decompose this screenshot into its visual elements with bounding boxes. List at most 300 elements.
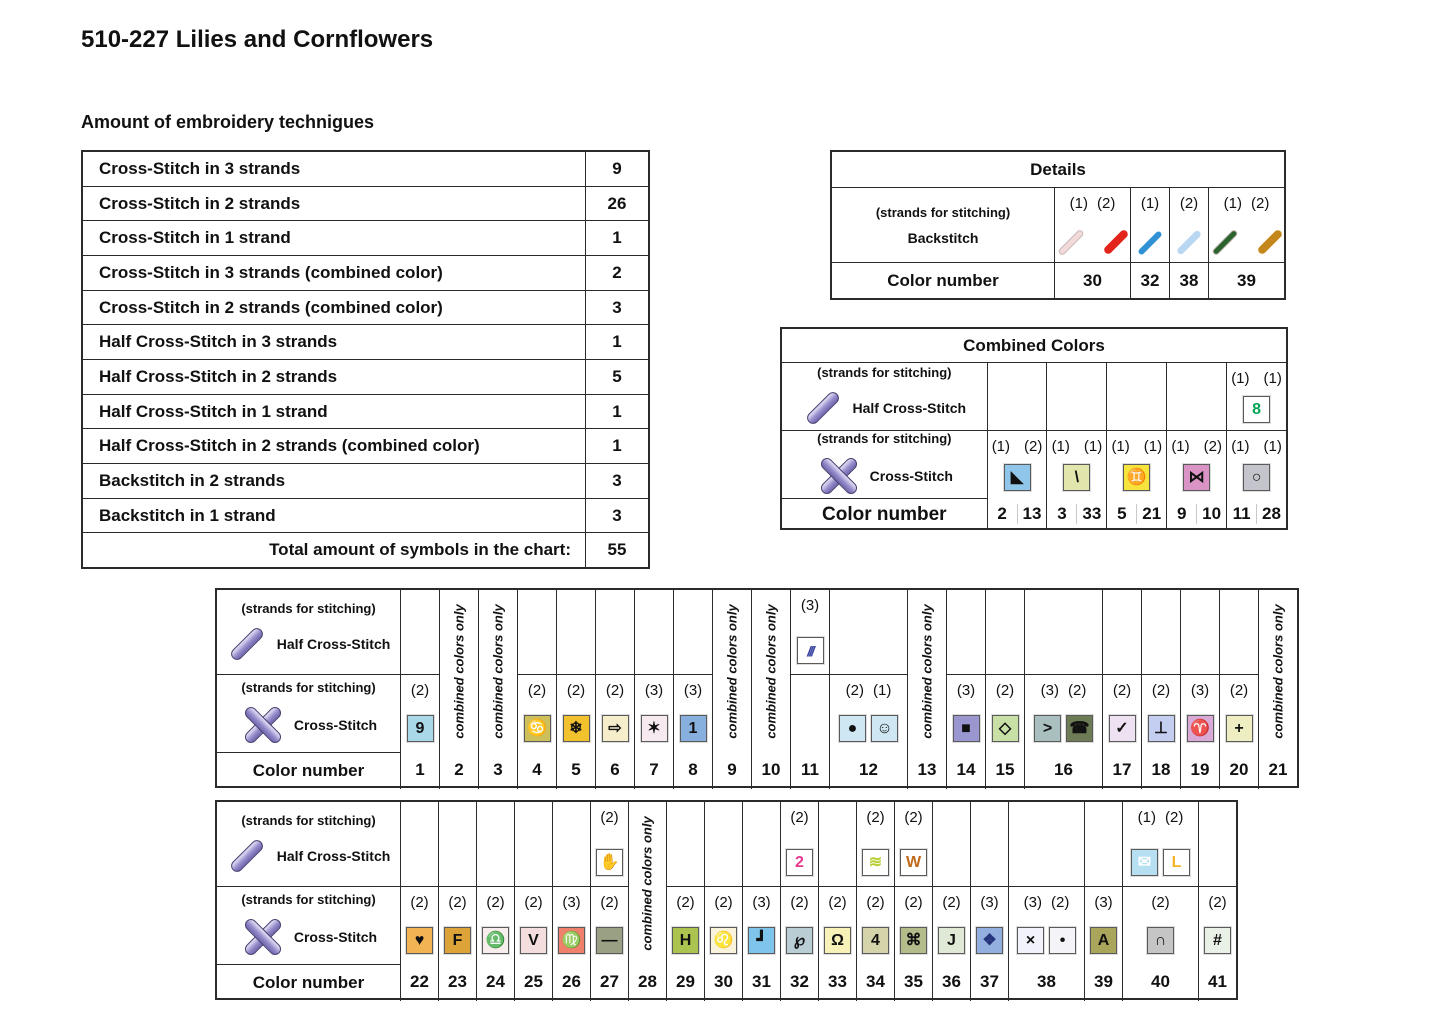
- color-number: 21: [1268, 760, 1288, 779]
- hand-symbol: [596, 849, 623, 876]
- symbols: [1109, 715, 1136, 742]
- strand-counts: [996, 682, 1014, 699]
- strand-counts: [790, 894, 808, 911]
- triple-slash-symbol-glyph: ///: [807, 642, 813, 659]
- color-number-pair: [988, 498, 1047, 529]
- color-column-22: [400, 802, 438, 1001]
- color-number-pair: [1107, 498, 1166, 529]
- combined-symbol-cell: [988, 363, 1047, 430]
- combined-symbol-cell: [1107, 430, 1166, 498]
- symbol-cell: [401, 674, 439, 752]
- square-symbol-glyph: ■: [961, 719, 971, 737]
- heart-symbol: [406, 927, 433, 954]
- strand-counts: [562, 894, 580, 911]
- strand-count: (1): [1137, 809, 1156, 826]
- color-column-4: [517, 590, 556, 789]
- times-symbol-glyph: ×: [1025, 931, 1036, 949]
- color-column-1: [400, 590, 439, 789]
- symbol-cell: [1142, 590, 1180, 674]
- symbol-cell: [791, 674, 829, 752]
- triple-slash-symbol: [797, 637, 824, 664]
- strand-count: (1): [1231, 370, 1250, 387]
- color-number: 4: [532, 760, 542, 779]
- half-cross-stitch-icon-pill: [228, 625, 265, 662]
- color-number: 2: [454, 760, 464, 779]
- details-color-column: [1054, 188, 1130, 299]
- strand-counts: [904, 894, 922, 911]
- virgo-symbol: [558, 927, 585, 954]
- color-column-20: [1219, 590, 1258, 789]
- strand-count: (2): [524, 894, 543, 911]
- caption-cross-stitch: [217, 674, 400, 752]
- color-number: 25: [524, 972, 543, 991]
- symbols: [1147, 927, 1174, 954]
- strand-counts: [1230, 682, 1248, 699]
- technique-label: Backstitch in 2 strands: [99, 470, 286, 490]
- symbol-cell: [401, 802, 438, 886]
- strand-count: (2): [904, 894, 923, 911]
- symbol-cell: [1123, 802, 1198, 886]
- color-number: 28: [638, 972, 657, 991]
- strand-count: (2): [1203, 438, 1222, 455]
- symbols: [1204, 927, 1231, 954]
- strand-counts: [752, 894, 770, 911]
- technique-label: Cross-Stitch in 1 strand: [99, 228, 291, 248]
- color-number: 7: [649, 760, 659, 779]
- strand-count: (2): [605, 682, 625, 699]
- symbols: [1063, 464, 1090, 491]
- strand-counts: [411, 682, 429, 699]
- symbol-table-colors-22-41: [215, 800, 1238, 1000]
- cross-stitch-label: Cross-Stitch: [293, 929, 378, 945]
- symbol-cell: [596, 674, 634, 752]
- symbols: [748, 927, 775, 954]
- symbol-cell: [591, 886, 628, 964]
- libra-symbol-glyph: ♎: [485, 931, 506, 949]
- strand-counts: [486, 894, 504, 911]
- technique-count: 1: [585, 221, 648, 255]
- strand-count: (2): [600, 809, 619, 826]
- strand-counts: [1231, 370, 1282, 387]
- color-number: 34: [866, 972, 885, 991]
- color-number: 11: [1232, 503, 1251, 523]
- symbol-cell: [439, 886, 476, 964]
- corner-symbol: [748, 927, 775, 954]
- color-number-pair: [1047, 498, 1106, 529]
- strand-count: (1): [1051, 438, 1070, 455]
- symbol-cell: [1199, 886, 1236, 964]
- symbols: [680, 715, 707, 742]
- color-column-25: [514, 802, 552, 1001]
- strand-count: (2): [866, 894, 885, 911]
- symbol-cell: [557, 590, 595, 674]
- color-number: 5: [1117, 503, 1127, 523]
- caption-cross-stitch: [217, 886, 400, 964]
- strands-label: (strands for stitching): [241, 892, 376, 907]
- symbol-cell: [401, 886, 438, 964]
- symbols: [407, 715, 434, 742]
- color-column-29: [666, 802, 704, 1001]
- color-number: 3: [1057, 503, 1067, 523]
- technique-count: 1: [585, 395, 648, 429]
- strand-count: (3): [980, 894, 999, 911]
- symbol-cell: [515, 802, 552, 886]
- strand-count: (2): [676, 894, 695, 911]
- combined-symbol-cell: [1167, 430, 1226, 498]
- strands-label: (strands for stitching): [817, 365, 952, 380]
- symbol-cell: [705, 886, 742, 964]
- plus-symbol: [1226, 715, 1253, 742]
- symbols: [900, 849, 927, 876]
- strand-count: (2): [410, 894, 429, 911]
- half-cross-stitch-label: Half Cross-Stitch: [276, 847, 391, 864]
- technique-count: 3: [585, 464, 648, 498]
- backstitch-line: [1102, 229, 1129, 256]
- script-p-symbol-glyph: ℘: [793, 931, 806, 949]
- symbols: [1017, 927, 1076, 954]
- combined-colors-only-cell: [440, 590, 478, 752]
- strand-count: (2): [1251, 195, 1270, 212]
- color-number: 40: [1151, 972, 1170, 991]
- checkmark-symbol: [1109, 715, 1136, 742]
- details-title: Details: [832, 152, 1284, 188]
- strand-counts: [1138, 809, 1184, 826]
- strand-count: (2): [1179, 195, 1199, 212]
- digit-8-symbol: [1243, 396, 1270, 423]
- color-number: 19: [1190, 760, 1210, 779]
- symbols: [482, 927, 509, 954]
- strand-counts: [1151, 894, 1169, 911]
- color-number: 30: [1055, 262, 1130, 299]
- dash-symbol-glyph: —: [601, 931, 618, 949]
- symbols: [824, 927, 851, 954]
- strand-counts: [1152, 682, 1170, 699]
- smiley-symbol-glyph: ☺: [876, 719, 893, 737]
- symbols: [1226, 715, 1253, 742]
- strand-counts: [801, 597, 819, 614]
- combined-colors-only-text: combined colors only: [919, 603, 935, 739]
- pinwheel-symbol: [976, 927, 1003, 954]
- cross-stitch-icon: [816, 454, 860, 498]
- corner-block-symbol: [1163, 849, 1190, 876]
- combined-symbol-cell: [1167, 363, 1226, 430]
- symbols: [1090, 927, 1117, 954]
- backstitch-lines: [1209, 238, 1285, 246]
- strand-count: (1): [1263, 438, 1282, 455]
- color-number: 35: [904, 972, 923, 991]
- combined-symbol-cell: [1227, 430, 1286, 498]
- color-column-19: [1180, 590, 1219, 789]
- cross-stitch-icon: [240, 703, 284, 747]
- symbols: [672, 927, 699, 954]
- color-number-label: Color number: [782, 498, 987, 530]
- color-column-2: [439, 590, 478, 789]
- technique-label: Half Cross-Stitch in 2 strands: [99, 366, 338, 386]
- symbol-table-caption-col: [217, 802, 400, 1001]
- dot-symbol-glyph: ●: [847, 719, 858, 737]
- cross-stitch-icon: [240, 915, 284, 959]
- combined-colors-only-text: combined colors only: [640, 815, 656, 951]
- caption-row: [240, 915, 377, 959]
- color-number: 39: [1094, 972, 1113, 991]
- times-symbol: [1017, 927, 1044, 954]
- strand-count: (1): [873, 682, 892, 699]
- combined-color-column: [1226, 363, 1286, 530]
- combined-symbol-cell: [1047, 363, 1106, 430]
- details-grid: [832, 188, 1284, 299]
- color-number: 41: [1208, 972, 1227, 991]
- symbol-cell: [1103, 674, 1141, 752]
- strand-count: (2): [790, 894, 809, 911]
- combined-colors-only-cell: [908, 590, 946, 752]
- symbol-cell: [933, 802, 970, 886]
- strand-count: (2): [1208, 894, 1227, 911]
- strand-counts: [684, 682, 702, 699]
- symbols: [1148, 715, 1175, 742]
- combined-colors-only-text: combined colors only: [490, 603, 506, 739]
- strand-count: (2): [1068, 682, 1087, 699]
- strands-label: (strands for stitching): [241, 812, 376, 828]
- technique-count: 3: [585, 499, 648, 533]
- combined-color-column: [987, 363, 1047, 530]
- combined-colors-only-cell: [752, 590, 790, 752]
- strands-label: (strands for stitching): [875, 204, 1011, 220]
- strand-count: (3): [1094, 894, 1113, 911]
- strand-count: (2): [448, 894, 467, 911]
- strand-count: (3): [644, 682, 664, 699]
- color-column-14: [946, 590, 985, 789]
- symbol-cell: [830, 674, 907, 752]
- cap-symbol-glyph: ∩: [1154, 931, 1167, 949]
- strands-label: (strands for stitching): [241, 680, 376, 695]
- strand-count: (2): [566, 682, 586, 699]
- strand-counts: [448, 894, 466, 911]
- heart-symbol-glyph: ♥: [414, 931, 425, 949]
- symbol-cell: [518, 674, 556, 752]
- letter-v-symbol: [520, 927, 547, 954]
- small-dot-symbol-glyph: •: [1059, 931, 1066, 949]
- symbols: [839, 715, 898, 742]
- technique-row: [83, 428, 648, 463]
- symbol-cell: [667, 802, 704, 886]
- strand-count: (3): [1040, 682, 1059, 699]
- strand-count: (2): [1051, 894, 1070, 911]
- symbols: [1034, 715, 1093, 742]
- color-column-34: [856, 802, 894, 1001]
- strand-counts: [1024, 894, 1070, 911]
- strand-counts: [676, 894, 694, 911]
- symbols: [524, 715, 551, 742]
- symbols: [1243, 464, 1270, 491]
- symbol-cell: [895, 886, 932, 964]
- perpendicular-symbol-glyph: ⊥: [1154, 719, 1168, 737]
- section-title-techniques: Amount of embroidery technigues: [81, 112, 375, 132]
- checkmark-symbol-glyph: ✓: [1115, 719, 1129, 737]
- color-column-38: [1008, 802, 1084, 1001]
- technique-count: 9: [585, 152, 648, 186]
- virgo-symbol-glyph: ♍: [561, 931, 582, 949]
- symbols: [786, 927, 813, 954]
- color-number: 36: [942, 972, 961, 991]
- caption-half-cross-stitch: [217, 802, 400, 886]
- strand-counts: [1052, 438, 1103, 455]
- envelope-symbol-glyph: ✉: [1137, 853, 1152, 871]
- strand-counts: [1224, 195, 1270, 212]
- color-column-39: [1084, 802, 1122, 1001]
- strand-counts: [957, 682, 975, 699]
- symbols: [1004, 464, 1031, 491]
- symbols: [862, 849, 889, 876]
- symbols: [710, 927, 737, 954]
- strand-count: (3): [1023, 894, 1042, 911]
- snowflake-symbol-glyph: ❄: [569, 719, 583, 737]
- symbol-cell: [1009, 802, 1084, 886]
- color-number: 30: [714, 972, 733, 991]
- combined-colors-only-text: combined colors only: [724, 603, 740, 739]
- symbol-cell: [781, 802, 818, 886]
- symbol-cell: [705, 802, 742, 886]
- color-number: 31: [752, 972, 771, 991]
- triangle-symbol-glyph: ◣: [1010, 468, 1024, 486]
- color-number: 27: [600, 972, 619, 991]
- color-column-16: [1024, 590, 1102, 789]
- strand-count: (2): [600, 894, 619, 911]
- strand-counts: [714, 894, 732, 911]
- technique-count: 1: [585, 325, 648, 359]
- combined-colors-only-cell: [1259, 590, 1297, 752]
- color-number: 22: [410, 972, 429, 991]
- color-column-13: [907, 590, 946, 789]
- combined-symbol-cell: [1047, 430, 1106, 498]
- strand-counts: [1171, 438, 1222, 455]
- strand-count: (2): [995, 682, 1015, 699]
- symbol-cell: [1025, 674, 1102, 752]
- color-column-15: [985, 590, 1024, 789]
- strand-count: (3): [956, 682, 976, 699]
- color-number: 38: [1170, 262, 1208, 299]
- strand-counts: [904, 809, 922, 826]
- strand-count: (1): [1171, 438, 1190, 455]
- combined-colors-only-text: combined colors only: [1270, 603, 1286, 739]
- dash-symbol: [596, 927, 623, 954]
- color-number: 10: [1196, 504, 1226, 524]
- symbols: [900, 927, 927, 954]
- strand-counts: [1070, 195, 1116, 212]
- strand-count: (3): [1190, 682, 1210, 699]
- aries-symbol: [1187, 715, 1214, 742]
- digit-9-symbol: [407, 715, 434, 742]
- technique-label: Half Cross-Stitch in 1 strand: [99, 401, 328, 421]
- backstitch-line: [1256, 229, 1283, 256]
- strand-counts: [980, 894, 998, 911]
- symbol-cell: [635, 590, 673, 674]
- technique-label: Backstitch in 1 strand: [99, 505, 276, 525]
- strand-count: (2): [410, 682, 430, 699]
- strand-count: (2): [1097, 195, 1116, 212]
- technique-label: Half Cross-Stitch in 2 strands (combined color): [99, 436, 480, 456]
- hand-symbol-glyph: ✋: [599, 853, 620, 871]
- symbols: [558, 927, 585, 954]
- color-number: 33: [1076, 504, 1106, 524]
- details-color-column: [1169, 188, 1208, 299]
- combined-color-column: [1166, 363, 1226, 530]
- color-column-17: [1102, 590, 1141, 789]
- arrow-right-symbol: [602, 715, 629, 742]
- strand-count: (1): [1083, 438, 1103, 455]
- strand-count: (1): [1143, 438, 1163, 455]
- combined-grid: [782, 363, 1286, 530]
- symbol-cell: [1025, 590, 1102, 674]
- technique-label: Cross-Stitch in 3 strands (combined color): [99, 262, 443, 282]
- color-number: 24: [486, 972, 505, 991]
- strand-counts: [1208, 894, 1226, 911]
- color-number-label: Color number: [832, 262, 1054, 299]
- techniques-table: [81, 150, 650, 569]
- technique-row: [83, 463, 648, 498]
- caption-cross-stitch: [782, 430, 987, 498]
- half-cross-stitch-icon: [227, 836, 267, 876]
- strand-count: (2): [1151, 894, 1170, 911]
- combined-colors-title: Combined Colors: [782, 329, 1286, 363]
- strand-count: (1): [991, 438, 1011, 455]
- symbols: [641, 715, 668, 742]
- strand-count: (2): [714, 894, 733, 911]
- symbol-cell: [986, 590, 1024, 674]
- color-column-41: [1198, 802, 1236, 1001]
- strand-counts: [992, 438, 1043, 455]
- backstitch-lines: [1055, 238, 1131, 246]
- gemini-symbol: [1123, 464, 1150, 491]
- telephone-symbol: [1066, 715, 1093, 742]
- snowflake-symbol: [563, 715, 590, 742]
- combined-colors-only-cell: [629, 802, 666, 964]
- details-backstitch-caption: [832, 188, 1054, 262]
- greater-than-symbol: [1034, 715, 1061, 742]
- color-column-18: [1141, 590, 1180, 789]
- strand-counts: [600, 894, 618, 911]
- telephone-symbol-glyph: ☎: [1069, 719, 1090, 737]
- combined-symbol-cell: [1107, 363, 1166, 430]
- letter-h-symbol: [672, 927, 699, 954]
- letter-w-symbol-glyph: W: [905, 853, 922, 871]
- details-backstitch-cell: [1055, 188, 1130, 262]
- star-symbol: [641, 715, 668, 742]
- symbol-cell: [895, 802, 932, 886]
- color-number: 10: [761, 760, 781, 779]
- symbols: [602, 715, 629, 742]
- details-backstitch-cell: [1170, 188, 1208, 262]
- color-number: 33: [828, 972, 847, 991]
- symbols: [596, 927, 623, 954]
- backstitch-lines: [1135, 240, 1165, 246]
- cross-stitch-label: Cross-Stitch: [293, 717, 378, 733]
- half-cross-stitch-icon-pill: [804, 390, 841, 427]
- symbol-cell: [743, 886, 780, 964]
- technique-label: Cross-Stitch in 2 strands: [99, 193, 301, 213]
- details-backstitch-cell: [1131, 188, 1169, 262]
- symbols: [406, 927, 433, 954]
- symbol-cell: [857, 886, 894, 964]
- technique-label: Cross-Stitch in 2 strands (combined color): [99, 297, 443, 317]
- color-number: 17: [1112, 760, 1132, 779]
- color-column-6: [595, 590, 634, 789]
- symbol-cell: [553, 802, 590, 886]
- strand-counts: [1141, 195, 1159, 212]
- technique-row: [83, 359, 648, 394]
- combined-colors-table: [780, 327, 1288, 530]
- color-number: 21: [1136, 504, 1166, 524]
- symbol-cell: [1103, 590, 1141, 674]
